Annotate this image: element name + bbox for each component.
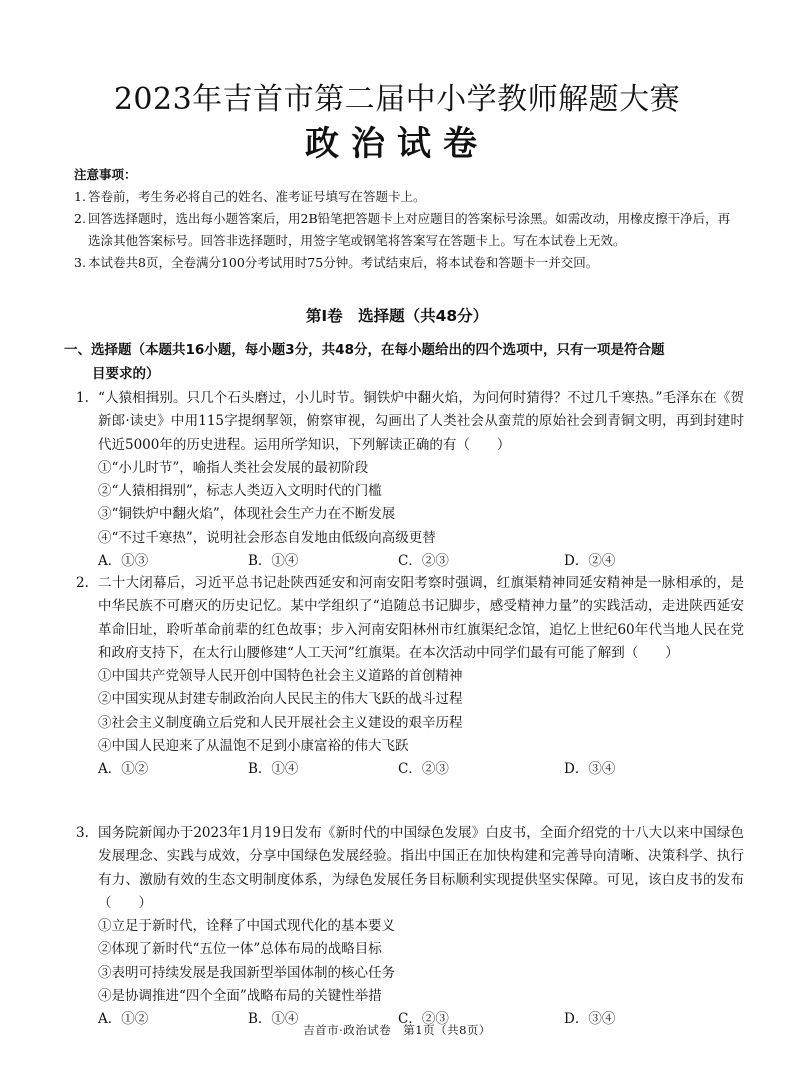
option-b[interactable]: B．①④: [248, 761, 299, 778]
option-a[interactable]: A．①②: [98, 761, 149, 778]
statement: ②中国实现从封建专制政治向人民民主的伟大飞跃的战斗过程: [98, 691, 463, 708]
statement: ③表明可持续发展是我国新型举国体制的核心任务: [98, 964, 395, 981]
note-text: 回答选择题时，选出每小题答案后，用2B铅笔把答题卡上对应题目的答案标号涂黑。如需改动，用橡皮擦干净后，再选涂其他答案标号。回答非选择题时，用签字笔或钢笔将答案写在答题卡上。写在本试卷上无效。: [88, 211, 731, 248]
question-number: 2.: [76, 575, 89, 591]
statement: ①中国共产党领导人民开创中国特色社会主义道路的首创精神: [98, 668, 463, 685]
note-item: [74, 186, 734, 208]
instruction-line-2: 目要求的）: [92, 366, 160, 382]
option-d[interactable]: D．③④: [564, 761, 616, 778]
question-3: [76, 822, 744, 1031]
note-text: 答卷前，考生务必将自己的姓名、准考证号填写在答题卡上。: [88, 189, 426, 204]
note-number: 2.: [74, 211, 86, 226]
note-number: 1.: [74, 189, 86, 204]
statement: ②体现了新时代“五位一体”总体布局的战略目标: [98, 941, 382, 958]
subject-title: 政治试卷: [305, 124, 489, 164]
notes-title: 注意事项：: [74, 167, 137, 182]
statement: ③社会主义制度确立后党和人民开展社会主义建设的艰辛历程: [98, 714, 463, 731]
question-stem: 国务院新闻办于2023年1月19日发布《新时代的中国绿色发展》白皮书，全面介绍党的十八大以来中国绿色发展理念、实践与成效，分享中国绿色发展经验。指出中国正在加快构建和完善导向清晰、决策科学、执行有力、激励有效的生态文明制度体系，为绿色发展任务目标顺利实现提供坚实保障。可见，该白皮书的发布（ ）: [98, 825, 744, 911]
question-number: 1.: [76, 390, 89, 406]
option-b[interactable]: B．①④: [248, 553, 299, 570]
statement: ④“不过千寒热”，说明社会形态自发地由低级向高级更替: [98, 529, 436, 546]
question-stem: 二十大闭幕后，习近平总书记赴陕西延安和河南安阳考察时强调，红旗渠精神同延安精神是一脉相承的，是中华民族不可磨灭的历史记忆。某中学组织了“追随总书记脚步，感受精神力量”的实践活动，走进陕西延安革命旧址，聆听革命前辈的红色故事；步入河南安阳林州市红旗渠纪念馆，追忆上世纪60年代当地人民在党和政府支持下，在太行山腰修建“人工天河”红旗渠。在本次活动中同学们最有可能了解到（ ）: [98, 575, 744, 661]
statement: ④是协调推进“四个全面”战略布局的关键性举措: [98, 988, 382, 1005]
section-instruction: [64, 338, 744, 386]
option-b[interactable]: B．①④: [248, 1011, 299, 1028]
option-c[interactable]: C．②③: [398, 1011, 449, 1028]
statement: ①“小儿时节”，喻指人类社会发展的最初阶段: [98, 459, 369, 476]
option-a[interactable]: A．①③: [98, 553, 149, 570]
statement: ③“铜铁炉中翻火焰”，体现社会生产力在不断发展: [98, 506, 396, 523]
question-2: [76, 572, 744, 781]
statement: ①立足于新时代，诠释了中国式现代化的基本要义: [98, 918, 395, 935]
instruction-line-1: 一、选择题（本题共16小题，每小题3分，共48分，在每小题给出的四个选项中，只有一项是符合题: [64, 342, 665, 358]
note-item: [74, 252, 734, 274]
section-title: 第Ⅰ卷 选择题（共48分）: [305, 307, 489, 325]
statement: ②“人猿相揖别”，标志人类迈入文明时代的门槛: [98, 483, 382, 500]
option-c[interactable]: C．②③: [398, 553, 449, 570]
statement: ④中国人民迎来了从温饱不足到小康富裕的伟大飞跃: [98, 738, 409, 755]
question-number: 3.: [76, 825, 89, 841]
option-c[interactable]: C．②③: [398, 761, 449, 778]
options-row: [98, 758, 744, 781]
option-d[interactable]: D．③④: [564, 1011, 616, 1028]
note-item: [74, 208, 734, 252]
question-1: [76, 387, 744, 573]
note-text: 本试卷共8页，全卷满分100分考试用时75分钟。考试结束后，将本试卷和答题卡一并交回。: [88, 255, 599, 270]
page-footer: 吉首市·政治试卷 第1页（共8页）: [303, 1023, 491, 1037]
option-d[interactable]: D．②④: [564, 553, 616, 570]
notes-block: [74, 164, 734, 274]
exam-title: 2023年吉首市第二届中小学教师解题大赛: [113, 82, 681, 117]
options-row: [98, 550, 744, 573]
question-stem: “人猿相揖别。只几个石头磨过，小儿时节。铜铁炉中翻火焰，为问何时猜得？不过几千寒热。”毛泽东在《贺新郎·读史》中用115字提纲挈领，俯察审视，勾画出了人类社会从蛮荒的原始社会到青铜文明，再到封建时代近5000年的历史进程。运用所学知识，下列解读正确的有（ ）: [98, 390, 744, 453]
note-number: 3.: [74, 255, 86, 270]
option-a[interactable]: A．①②: [98, 1011, 149, 1028]
